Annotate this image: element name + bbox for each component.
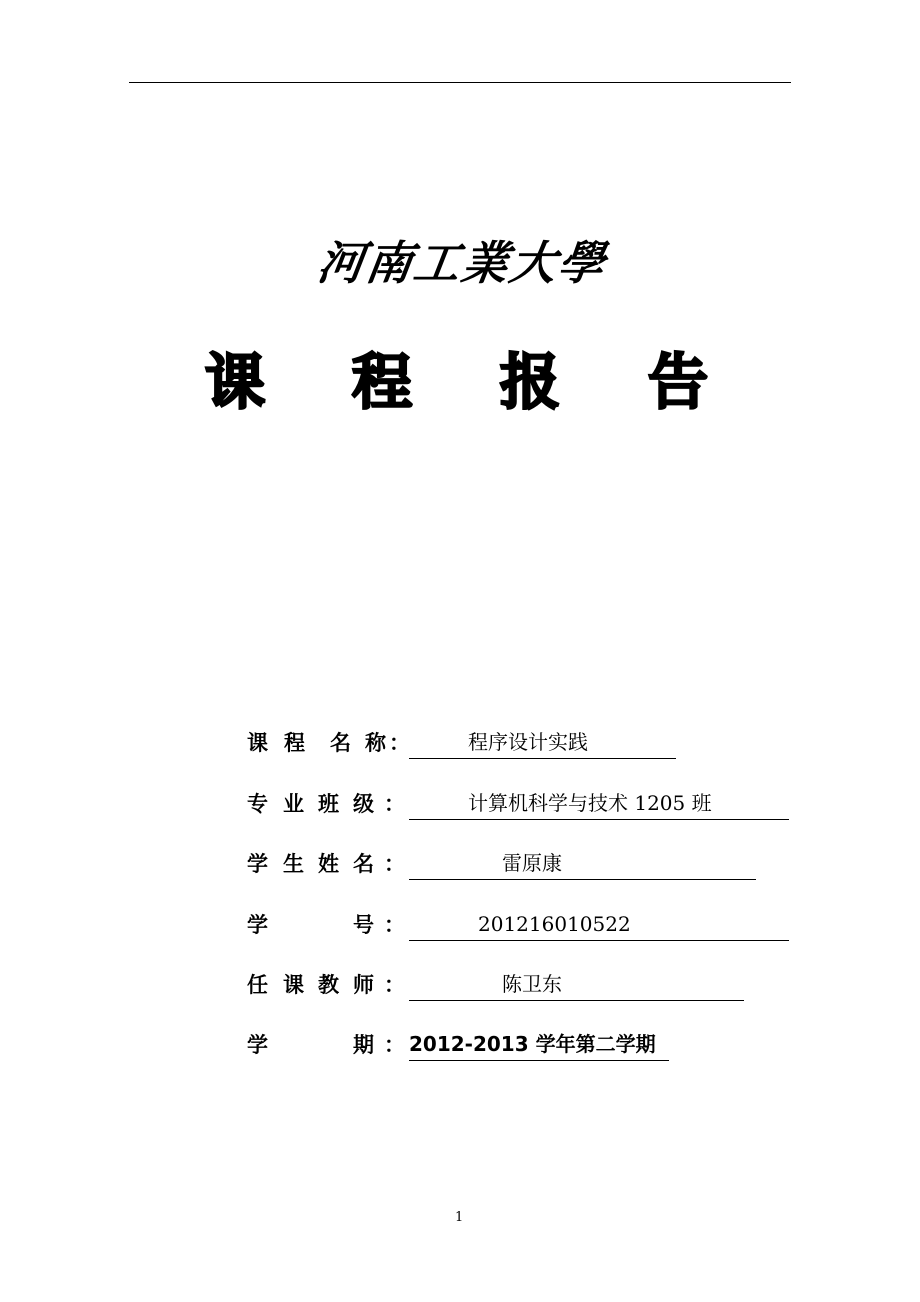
major-class-field: 计算机科学与技术 1205 班	[409, 789, 789, 820]
title-char-4: 告	[648, 348, 708, 418]
major-class-row: 专 业 班 级 ： 计算机科学与技术 1205 班	[0, 789, 920, 819]
course-name-row: 课 程 名 称 ： 程序设计实践	[0, 728, 920, 758]
page-number: 1	[455, 1210, 464, 1225]
student-name-field: 雷原康	[409, 849, 756, 880]
course-name-field: 程序设计实践	[409, 728, 676, 759]
header-rule	[129, 82, 791, 83]
university-name: 河南工業大學	[314, 236, 610, 290]
title-char-3: 报	[500, 348, 560, 418]
student-id-row: 学 号 ： 201216010522	[0, 910, 920, 940]
student-name-row: 学 生 姓 名 ： 雷原康	[0, 849, 920, 879]
report-title	[0, 348, 920, 418]
teacher-row: 任 课 教 师 ： 陈卫东	[0, 970, 920, 1000]
teacher-field: 陈卫东	[409, 970, 744, 1001]
semester-field: 2012-2013 学年第二学期	[409, 1030, 669, 1061]
student-id-field: 201216010522	[409, 910, 789, 941]
title-char-1: 课	[205, 348, 265, 418]
semester-row: 学 期 ： 2012-2013 学年第二学期	[0, 1030, 920, 1060]
title-char-2: 程	[352, 348, 412, 418]
